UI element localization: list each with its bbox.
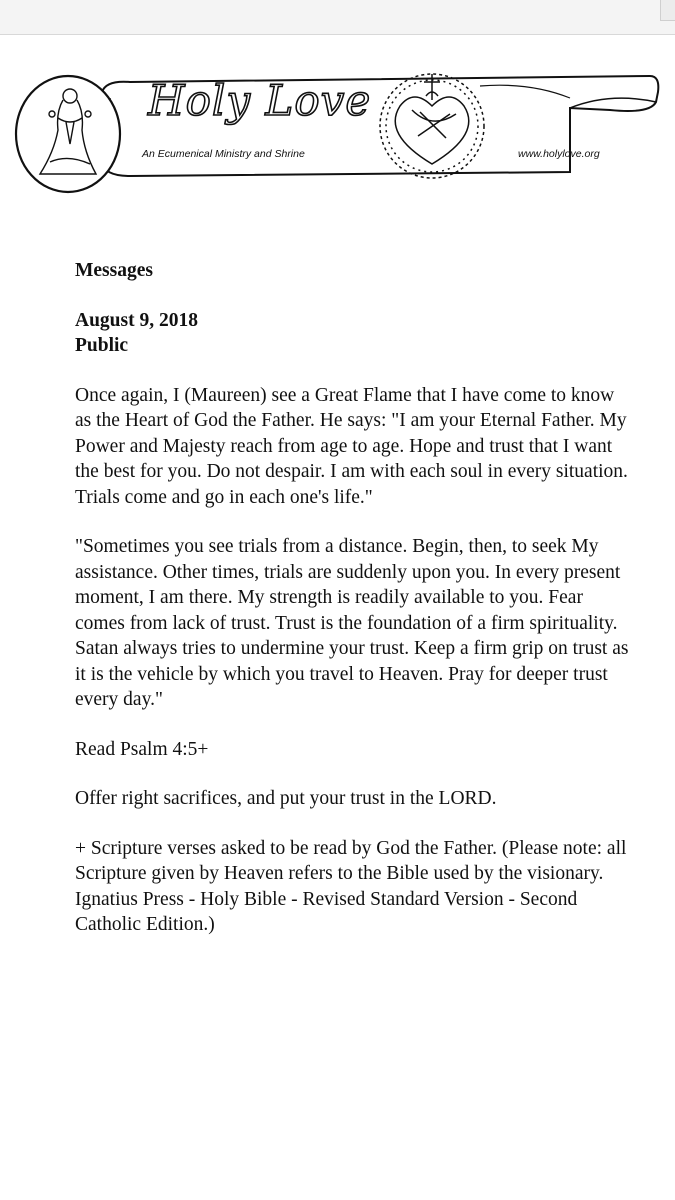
message-paragraph: Once again, I (Maureen) see a Great Flame that I have come to know as the Heart of God the Father. He says: "I am your Eternal Father. My Power and Majesty reach from age to age. Hope and trust that I want the best for you. Do not despair. I am with each soul in every situation. Trials come and go in each one's life." (75, 384, 628, 508)
message-content (75, 258, 635, 938)
top-toolbar (0, 0, 675, 35)
spacer (75, 713, 635, 737)
scripture-reference: Read Psalm 4:5+ (75, 738, 209, 760)
message-date: August 9, 2018 (75, 309, 198, 331)
holy-love-banner (10, 52, 665, 202)
section-heading: Messages (75, 260, 153, 281)
logo-title: Holy Love (148, 76, 372, 125)
scripture-verse: Offer right sacrifices, and put your trust in the LORD. (75, 788, 497, 809)
banner-scroll-graphic (10, 52, 665, 202)
scripture-note: + Scripture verses asked to be read by God the Father. (Please note: all Scripture given by Heaven refers to the Bible used by the visionary. Ignatius Press - Holy Bible - Revised Standard Version - Second Catholic Edition.) (75, 837, 627, 935)
sacred-heart-icon (380, 74, 484, 178)
toolbar-corner (660, 0, 675, 21)
message-type: Public (75, 335, 129, 356)
logo-url: www.holylove.org (518, 148, 600, 160)
spacer (75, 284, 635, 308)
spacer (75, 359, 635, 383)
message-paragraph: "Sometimes you see trials from a distance. Begin, then, to seek My assistance. Other times, trials are suddenly upon you. In every present moment, I am there. My strength is readily available to you. Fear comes from lack of trust. Trust is the foundation of a firm spirituality. Satan always tries to undermine your trust. Keep a firm grip on trust as it is the vehicle by which you travel to Heaven. Pray for deeper trust every day." (75, 536, 629, 710)
spacer (75, 812, 635, 836)
logo-subtitle: An Ecumenical Ministry and Shrine (142, 148, 305, 160)
spacer (75, 762, 635, 786)
spacer (75, 510, 635, 534)
